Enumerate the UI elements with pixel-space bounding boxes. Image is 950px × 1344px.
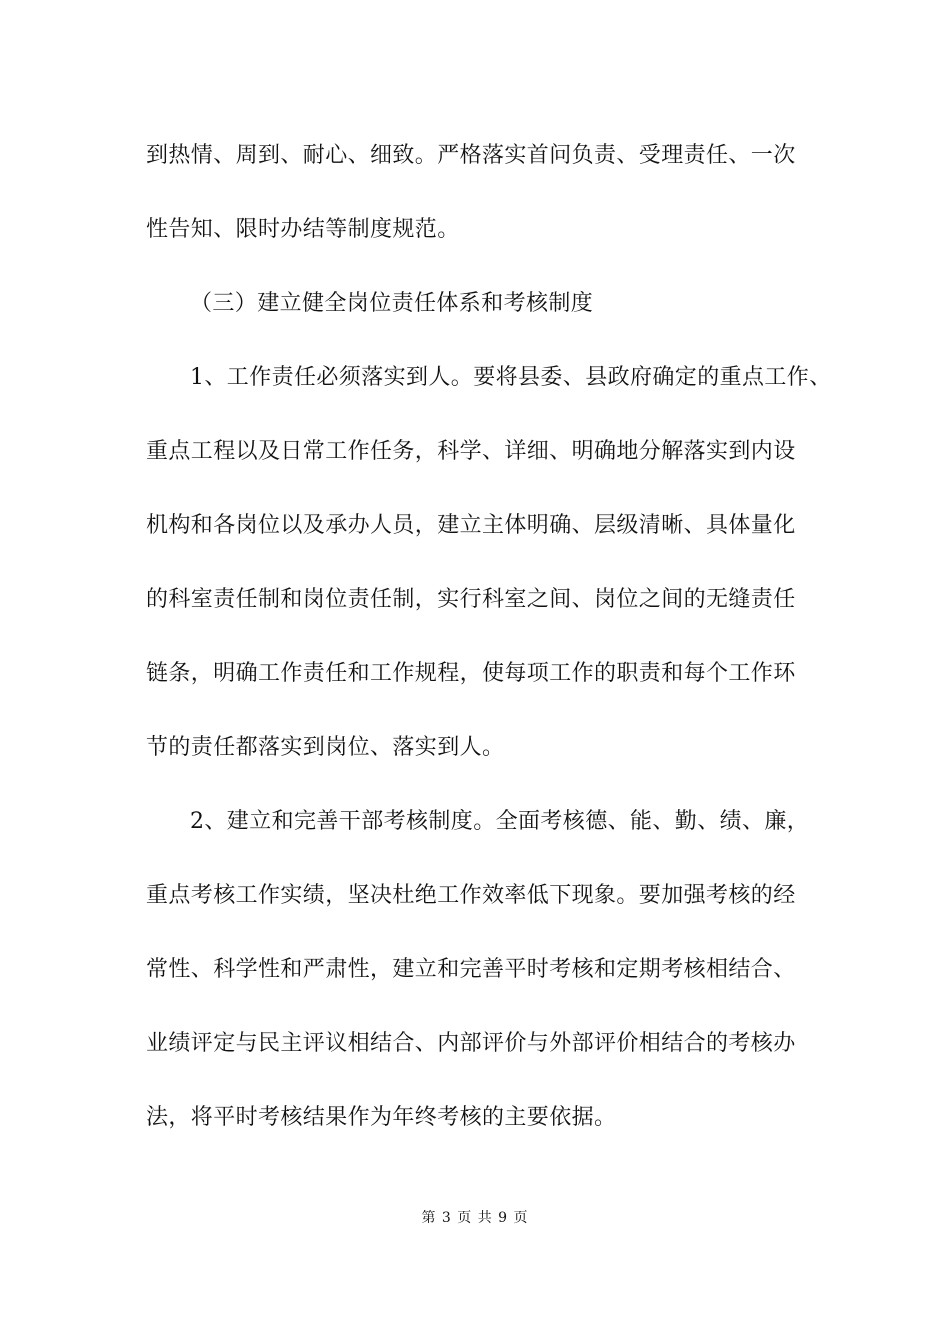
paragraph-line: 链条，明确工作责任和工作规程，使每项工作的职责和每个工作环 [146,661,796,686]
paragraph-line: 机构和各岗位以及承办人员，建立主体明确、层级清晰、具体量化 [146,513,796,538]
paragraph-line: 2、建立和完善干部考核制度。全面考核德、能、勤、绩、廉， [190,809,810,834]
paragraph-line: 节的责任都落实到岗位、落实到人。 [146,735,505,760]
paragraph-line: 1、工作责任必须落实到人。要将县委、县政府确定的重点工作、 [190,365,832,390]
paragraph-line: 到热情、周到、耐心、细致。严格落实首问负责、受理责任、一次 [146,143,796,168]
paragraph-line: 法，将平时考核结果作为年终考核的主要依据。 [146,1105,617,1130]
section-heading: （三）建立健全岗位责任体系和考核制度 [190,291,594,316]
page-number: 第 3 页 共 9 页 [421,1210,529,1226]
paragraph-line: 性告知、限时办结等制度规范。 [146,217,460,242]
paragraph-line: 常性、科学性和严肃性，建立和完善平时考核和定期考核相结合、 [146,957,796,982]
paragraph-line: 重点工程以及日常工作任务，科学、详细、明确地分解落实到内设 [146,439,796,464]
paragraph-line: 业绩评定与民主评议相结合、内部评价与外部评价相结合的考核办 [146,1031,796,1056]
paragraph-line: 重点考核工作实绩，坚决杜绝工作效率低下现象。要加强考核的经 [146,883,796,908]
paragraph-line: 的科室责任制和岗位责任制，实行科室之间、岗位之间的无缝责任 [146,587,796,612]
